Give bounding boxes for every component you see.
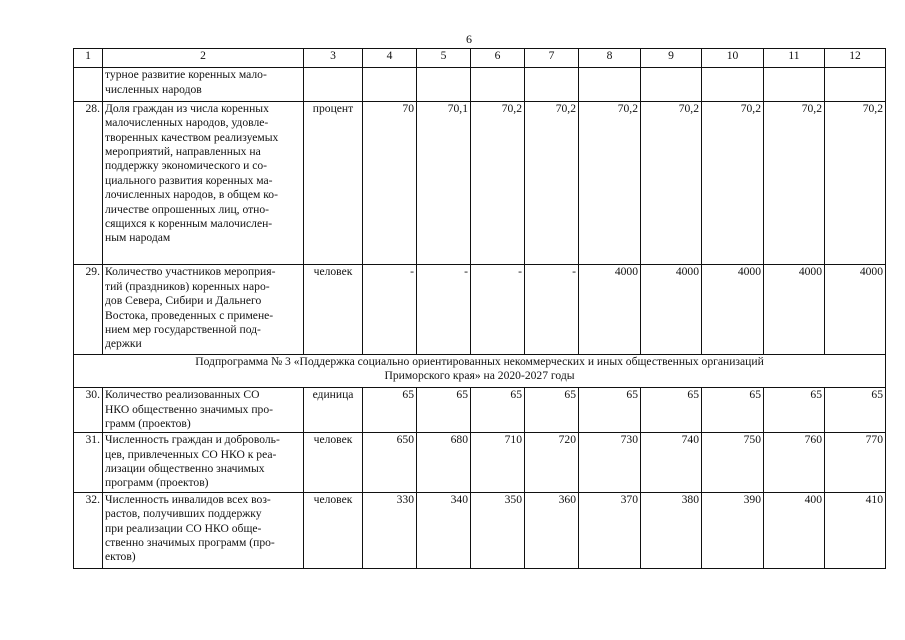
- row-number: 29.: [74, 265, 103, 354]
- indicator-value: 720: [525, 433, 579, 493]
- indicator-value: 65: [641, 388, 702, 433]
- table-row: [74, 388, 886, 433]
- indicator-value: 65: [702, 388, 764, 433]
- row-number: [74, 68, 103, 102]
- indicator-value: 65: [363, 388, 417, 433]
- indicator-value: 70,2: [764, 101, 825, 265]
- indicator-value: 760: [764, 433, 825, 493]
- indicator-value: 680: [417, 433, 471, 493]
- indicator-name: турное развитие коренных мало- численных народов: [103, 68, 304, 102]
- indicator-value: 710: [471, 433, 525, 493]
- indicator-value: 4000: [764, 265, 825, 354]
- header-row: [74, 49, 886, 68]
- indicator-value: 4000: [579, 265, 641, 354]
- indicator-value: [471, 68, 525, 102]
- unit-of-measure: человек: [304, 265, 363, 354]
- indicator-value: [579, 68, 641, 102]
- indicator-value: -: [525, 265, 579, 354]
- indicator-value: [363, 68, 417, 102]
- unit-of-measure: [304, 68, 363, 102]
- column-header: 5: [417, 49, 471, 68]
- indicator-value: -: [471, 265, 525, 354]
- indicator-value: 770: [825, 433, 886, 493]
- indicator-value: 65: [417, 388, 471, 433]
- column-header: 2: [103, 49, 304, 68]
- indicator-value: -: [417, 265, 471, 354]
- indicator-value: 730: [579, 433, 641, 493]
- column-header: 3: [304, 49, 363, 68]
- indicators-table: [73, 48, 886, 569]
- indicator-name: Количество участников мероприя- тий (праздников) коренных наро- дов Севера, Сибири и Дальнего Востока, проведенных с примене- нием мер государственной под- держки: [103, 265, 304, 354]
- indicator-value: 4000: [641, 265, 702, 354]
- column-header: 7: [525, 49, 579, 68]
- indicator-value: [641, 68, 702, 102]
- indicator-value: 70: [363, 101, 417, 265]
- column-header: 10: [702, 49, 764, 68]
- indicator-value: 70,2: [702, 101, 764, 265]
- indicator-name: Доля граждан из числа коренных малочисленных народов, удовле- творенных качеством реализуемых мероприятий, направленных на поддержку экономического и со- циального развития коренных ма- лочисленных народов, в общем ко- личестве опрошенных лиц, отно- сящихся к коренным малочислен- ным народам: [103, 101, 304, 265]
- indicator-value: [702, 68, 764, 102]
- indicator-value: 70,1: [417, 101, 471, 265]
- indicator-value: 70,2: [579, 101, 641, 265]
- indicator-value: 740: [641, 433, 702, 493]
- indicator-value: 340: [417, 492, 471, 568]
- indicator-value: 70,2: [825, 101, 886, 265]
- table-row: [74, 68, 886, 102]
- column-header: 8: [579, 49, 641, 68]
- indicator-value: 65: [764, 388, 825, 433]
- unit-of-measure: процент: [304, 101, 363, 265]
- indicator-value: 390: [702, 492, 764, 568]
- column-header: 1: [74, 49, 103, 68]
- row-number: 28.: [74, 101, 103, 265]
- table-row: [74, 101, 886, 265]
- indicator-name: Количество реализованных СО НКО общественно значимых про- грамм (проектов): [103, 388, 304, 433]
- subprogram-title: Подпрограмма № 3 «Поддержка социально ориентированных некоммерческих и иных общественных организаций Приморского края» на 2020-2027 годы: [74, 354, 886, 388]
- indicator-value: 360: [525, 492, 579, 568]
- table-row: [74, 492, 886, 568]
- indicator-name: Численность инвалидов всех воз- растов, получивших поддержку при реализации СО НКО обще- ственно значимых программ (про- ектов): [103, 492, 304, 568]
- indicator-value: [417, 68, 471, 102]
- table-row: [74, 433, 886, 493]
- indicator-value: -: [363, 265, 417, 354]
- indicator-value: 70,2: [525, 101, 579, 265]
- row-number: 31.: [74, 433, 103, 493]
- indicator-value: 380: [641, 492, 702, 568]
- indicator-value: [825, 68, 886, 102]
- indicator-value: 4000: [702, 265, 764, 354]
- indicator-value: 330: [363, 492, 417, 568]
- indicator-value: 650: [363, 433, 417, 493]
- indicator-value: [764, 68, 825, 102]
- unit-of-measure: человек: [304, 492, 363, 568]
- indicator-value: 410: [825, 492, 886, 568]
- page-number: 6: [466, 32, 472, 46]
- indicator-value: 400: [764, 492, 825, 568]
- indicator-value: 65: [525, 388, 579, 433]
- column-header: 12: [825, 49, 886, 68]
- indicator-value: 750: [702, 433, 764, 493]
- subprogram-header-row: [74, 354, 886, 388]
- indicator-value: 70,2: [471, 101, 525, 265]
- column-header: 6: [471, 49, 525, 68]
- column-header: 11: [764, 49, 825, 68]
- indicator-name: Численность граждан и доброволь- цев, привлеченных СО НКО к реа- лизации общественно значимых программ (проектов): [103, 433, 304, 493]
- table-body: [74, 49, 886, 569]
- indicator-value: 65: [579, 388, 641, 433]
- unit-of-measure: человек: [304, 433, 363, 493]
- indicator-value: 65: [825, 388, 886, 433]
- indicator-value: 350: [471, 492, 525, 568]
- indicator-value: 4000: [825, 265, 886, 354]
- table-row: [74, 265, 886, 354]
- indicator-value: [525, 68, 579, 102]
- column-header: 9: [641, 49, 702, 68]
- indicator-value: 65: [471, 388, 525, 433]
- row-number: 32.: [74, 492, 103, 568]
- row-number: 30.: [74, 388, 103, 433]
- column-header: 4: [363, 49, 417, 68]
- unit-of-measure: единица: [304, 388, 363, 433]
- indicator-value: 370: [579, 492, 641, 568]
- indicator-value: 70,2: [641, 101, 702, 265]
